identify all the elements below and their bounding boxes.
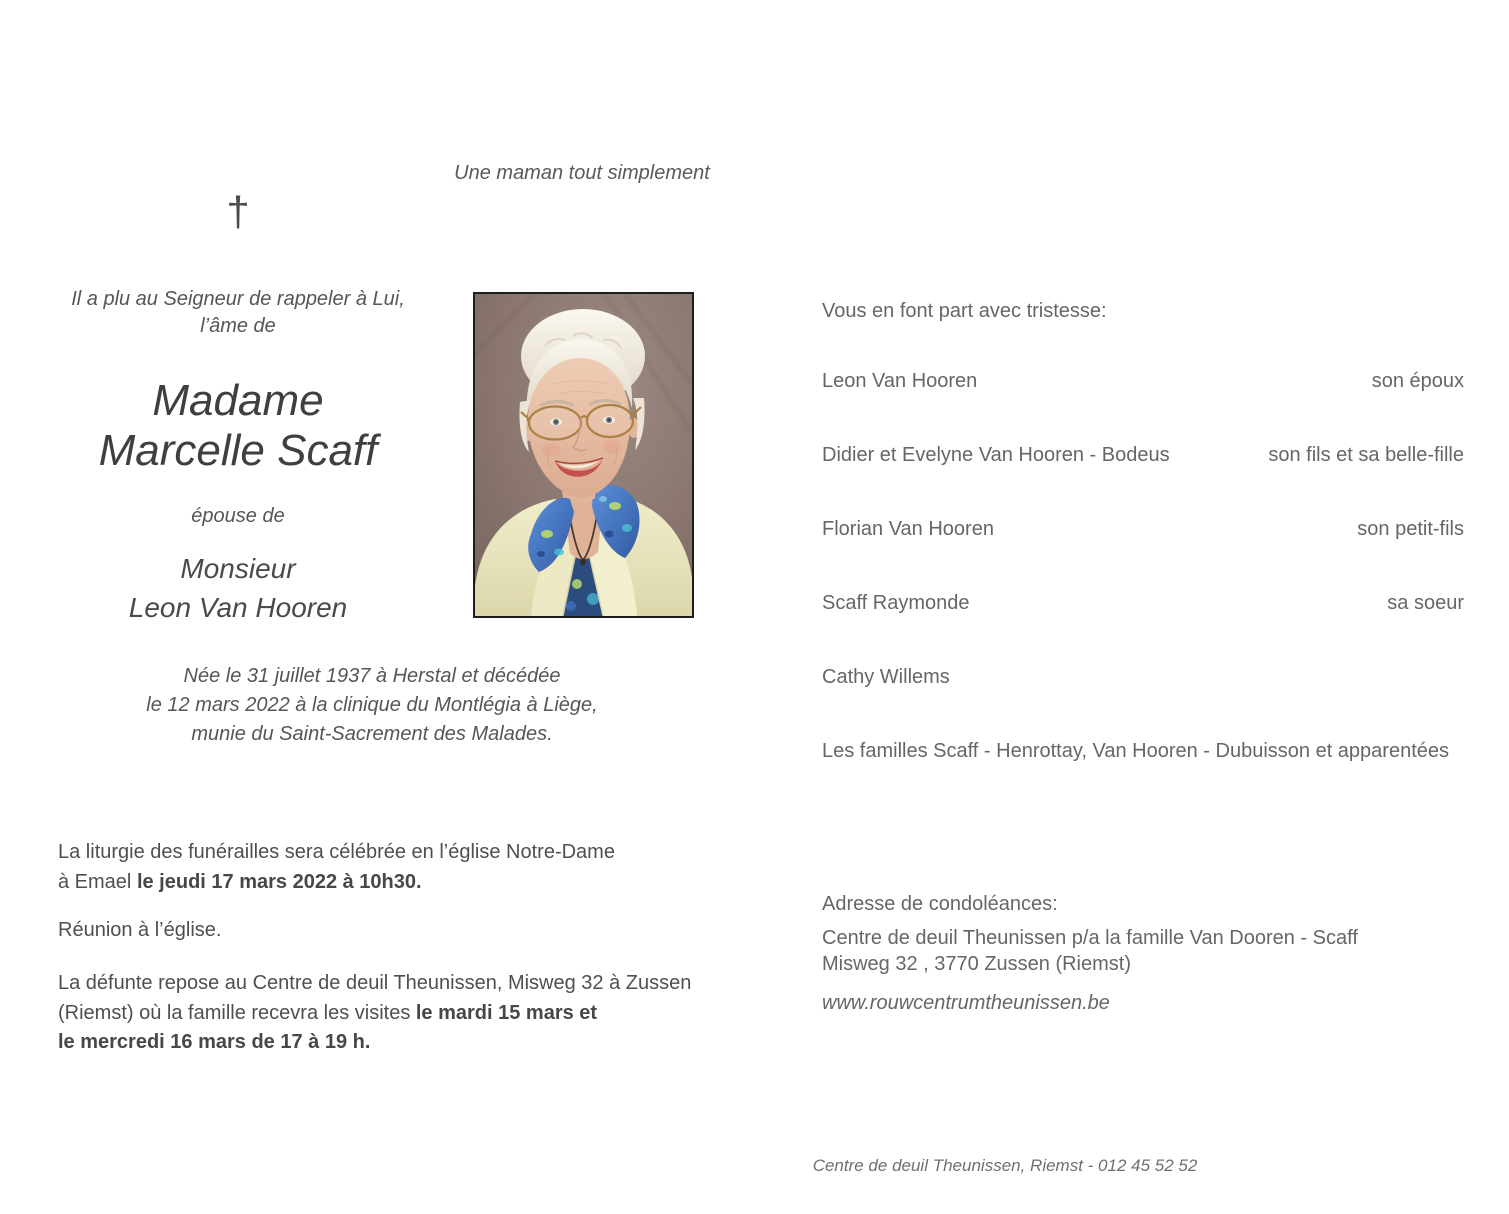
- condolences-address: [822, 925, 1464, 977]
- mourner-row: [822, 665, 1464, 691]
- mourner-relation: son petit-fils: [1357, 518, 1464, 540]
- mourner-name: Scaff Raymonde: [822, 592, 970, 614]
- liturgy-line1: La liturgie des funérailles sera célébrée en l’église Notre-Dame: [58, 841, 615, 863]
- birth-death-text: [42, 662, 702, 749]
- liturgy-line2: à Emael: [58, 870, 137, 893]
- birth-death-line3: munie du Saint-Sacrement des Malades.: [191, 723, 553, 745]
- repose-line2: (Riemst) où la famille recevra les visites: [58, 1001, 416, 1024]
- husband-name: [40, 549, 436, 627]
- deceased-title: Madame: [152, 376, 324, 425]
- repose-line1: La défunte repose au Centre de deuil Theunissen, Misweg 32 à Zussen: [58, 972, 692, 994]
- portrait-photo-illustration: [475, 294, 692, 616]
- repose-line3-bold: le mercredi 16 mars de 17 à 19 h.: [58, 1031, 371, 1053]
- deceased-fullname: Marcelle Scaff: [98, 426, 378, 475]
- condolences-heading: Adresse de condoléances:: [822, 893, 1058, 915]
- memorial-quote: Une maman tout simplement: [454, 162, 710, 184]
- birth-death-line1: Née le 31 juillet 1937 à Herstal et décédée: [183, 665, 561, 687]
- mourners-heading: Vous en font part avec tristesse:: [822, 300, 1107, 322]
- cross-icon: †: [226, 188, 250, 235]
- intro-line1: Il a plu au Seigneur de rappeler à Lui,: [71, 288, 405, 310]
- reunion-text: Réunion à l’église.: [58, 919, 222, 941]
- mourner-relation: son époux: [1371, 370, 1464, 392]
- mourner-relation: sa soeur: [1387, 592, 1464, 614]
- husband-fullname: Leon Van Hooren: [128, 592, 348, 623]
- liturgy-paragraph: [58, 838, 706, 897]
- mourner-relation: son fils et sa belle-fille: [1268, 444, 1464, 466]
- funeral-home-footer: Centre de deuil Theunissen, Riemst - 012 45 52 52: [812, 1156, 1198, 1175]
- mourner-row: [822, 443, 1464, 469]
- liturgy-date-bold: le jeudi 17 mars 2022 à 10h30.: [136, 870, 422, 893]
- intro-line2: l’âme de: [200, 315, 276, 337]
- husband-title: Monsieur: [180, 553, 296, 584]
- mourner-name: Florian Van Hooren: [822, 518, 994, 540]
- birth-death-line2: le 12 mars 2022 à la clinique du Montlégia à Liège,: [146, 694, 598, 716]
- repose-visit-dates-bold: le mardi 15 mars et: [415, 1001, 598, 1024]
- spouse-of-label: épouse de: [191, 505, 285, 527]
- website-text: www.rouwcentrumtheunissen.be: [822, 992, 1110, 1014]
- condolences-line2: Misweg 32 , 3770 Zussen (Riemst): [822, 953, 1132, 975]
- mourner-row: [822, 369, 1464, 395]
- repose-paragraph: [58, 969, 738, 1058]
- intro-text: [40, 286, 436, 340]
- mourner-name: Didier et Evelyne Van Hooren - Bodeus: [822, 444, 1170, 466]
- mourner-name: Leon Van Hooren: [822, 370, 978, 392]
- deceased-name: [40, 376, 436, 476]
- portrait-photo: [473, 292, 694, 618]
- mourner-name: Cathy Willems: [822, 666, 950, 688]
- mourner-row: [822, 517, 1464, 543]
- families-line: Les familles Scaff - Henrottay, Van Hooren - Dubuisson et apparentées: [822, 740, 1450, 762]
- condolences-line1: Centre de deuil Theunissen p/a la famille Van Dooren - Scaff: [822, 927, 1358, 949]
- mourner-row: [822, 591, 1464, 617]
